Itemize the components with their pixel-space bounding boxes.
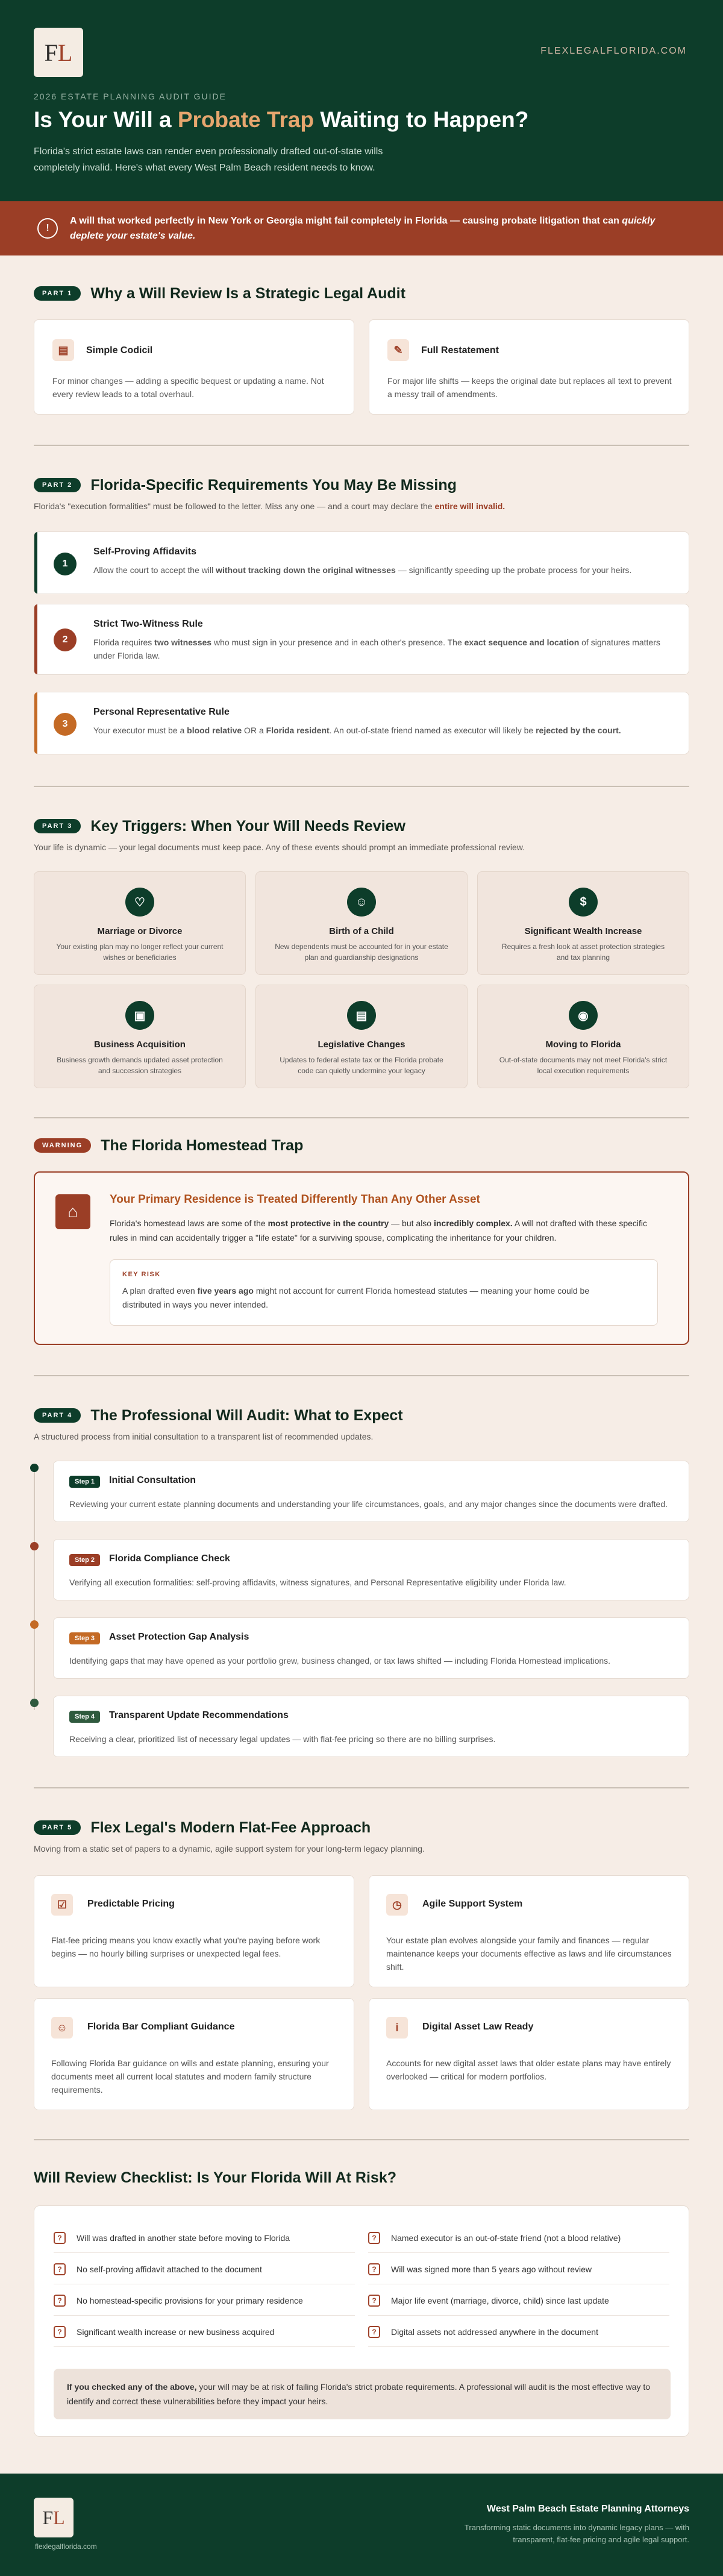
requirement-card [34,692,689,754]
part2-section [34,475,689,511]
part-pill: PART 5 [34,1820,81,1835]
checklist-section [34,2169,689,2187]
trigger-title: Significant Wealth Increase [524,926,642,936]
trigger-desc: Your existing plan may no longer reflect your current wishes or beneficiaries [56,942,224,962]
section-desc: Florida's "execution formalities" must be followed to the letter. Miss any one — and a court may declare the entire will invalid. [34,501,505,511]
step-badge: Step 1 [69,1476,100,1488]
step-desc: Verifying all execution formalities: self-proving affidavits, witness signatures, and Personal Representative eligibility under Florida law. [69,1578,566,1587]
intro-text: Florida's strict estate laws can render even professionally drafted out-of-state wills completely invalid. Here's what every West Palm Beach resident needs to know. [34,146,383,173]
divider [34,1117,689,1118]
checkbox-icon[interactable]: ? [368,2232,380,2244]
feature-desc: Accounts for new digital asset laws that older estate plans may have entirely overlooked — critical for modern portfolios. [386,2058,671,2081]
trigger-card [477,871,689,975]
checklist-item[interactable] [54,2286,355,2316]
trigger-desc: Requires a fresh look at asset protection strategies and tax planning [501,942,665,962]
heart-icon: ♡ [125,888,154,917]
feature-title: Predictable Pricing [87,1899,175,1909]
family-icon: ☺ [347,888,376,917]
checklist-title: Will Review Checklist: Is Your Florida Will At Risk? [34,2169,396,2186]
section-title: Key Triggers: When Your Will Needs Review [90,817,405,835]
checklist-label: Will was signed more than 5 years ago without review [391,2264,592,2274]
warning-section [34,1136,689,1156]
step-title: Initial Consultation [109,1475,196,1485]
section-title: Why a Will Review Is a Strategic Legal Audit [90,284,405,302]
footer-logo: F L [34,2498,74,2537]
requirement-card [34,531,689,594]
card-desc: For minor changes — adding a specific bequest or updating a name. Not every review leads to a total overhaul. [52,376,324,399]
trigger-desc: Business growth demands updated asset protection and succession strategies [57,1056,223,1075]
checklist-label: Major life event (marriage, divorce, child) since last update [391,2295,609,2305]
step-badge: Step 3 [69,1632,100,1644]
part5-section [34,1817,689,1854]
requirement-desc: Your executor must be a blood relative OR a Florida resident. An out-of-state friend named as executor will likely be rejected by the court. [93,725,621,735]
trigger-card [255,871,468,975]
home-icon: ⌂ [55,1194,90,1229]
requirement-title: Self-Proving Affidavits [93,547,196,557]
trigger-title: Marriage or Divorce [97,926,183,936]
part-pill: PART 2 [34,478,81,492]
checklist-label: Will was drafted in another state before moving to Florida [77,2233,290,2243]
feature-desc: Flat-fee pricing means you know exactly what you're paying before work begins — no hourly billing surprises or unexpected legal fees. [51,1935,321,1958]
trigger-desc: Updates to federal estate tax or the Florida probate code can quietly undermine your legacy [280,1056,443,1075]
feature-card [34,1875,354,1987]
trigger-card [34,985,246,1088]
part3-section [34,816,689,852]
checkbox-icon[interactable]: ? [368,2326,380,2338]
feature-title: Florida Bar Compliant Guidance [87,2022,235,2032]
feature-desc: Your estate plan evolves alongside your family and finances — regular maintenance keeps your documents effective as laws and life circumstances shift. [386,1935,672,1972]
step-title: Florida Compliance Check [109,1553,230,1564]
card-desc: For major life shifts — keeps the original date but replaces all text to prevent a messy trail of amendments. [387,376,672,399]
page-title: Is Your Will a Probate Trap Waiting to Happen? [34,107,529,132]
trigger-desc: Out-of-state documents may not meet Florida's strict local execution requirements [499,1056,668,1075]
divider [34,445,689,446]
checklist-label: Significant wealth increase or new business acquired [77,2327,275,2337]
checklist-item[interactable] [54,2254,355,2284]
requirement-card [34,604,689,675]
people-icon: ☺ [51,2017,73,2039]
key-risk-label: KEY RISK [122,1271,161,1278]
checklist-item[interactable] [368,2254,669,2284]
key-risk-box [110,1259,658,1326]
trigger-desc: New dependents must be accounted for in your estate plan and guardianship designations [275,942,448,962]
alert-banner [0,201,723,255]
homestead-text: Florida's homestead laws are some of the most protective in the country — but also incredibly complex. A will not drafted with these specific rules in mind can accidentally trigger a "life estate" for a surviving spouse, complicating the inheritance for your children. [110,1218,648,1243]
section-desc: Moving from a static set of papers to a dynamic, agile support system for your long-term legacy planning. [34,1844,425,1854]
requirement-title: Personal Representative Rule [93,707,230,717]
step-card [53,1461,689,1522]
trigger-title: Business Acquisition [94,1039,186,1050]
footer-desc: Transforming static documents into dynamic legacy plans — with transparent, flat-fee pricing and agile legal support. [464,2523,689,2544]
step-card [53,1539,689,1600]
law-book-icon: ▤ [347,1001,376,1030]
section-title: Flex Legal's Modern Flat-Fee Approach [90,1819,371,1836]
checklist-label: Digital assets not addressed anywhere in the document [391,2327,598,2337]
checkbox-icon: ☑ [51,1894,73,1916]
checklist-label: No self-proving affidavit attached to the document [77,2264,262,2274]
homestead-box [34,1171,689,1345]
checkbox-icon[interactable]: ? [54,2232,66,2244]
key-risk-text: A plan drafted even five years ago might not account for current Florida homestead statutes — meaning your home could be distributed in ways you never intended. [122,1286,590,1309]
section-title: The Professional Will Audit: What to Expect [90,1406,403,1424]
timeline-dot [30,1620,39,1629]
feature-title: Digital Asset Law Ready [422,2022,534,2032]
feature-card [34,1998,354,2110]
part-pill: PART 3 [34,819,81,833]
warning-pill: WARNING [34,1138,91,1153]
checklist-item[interactable] [368,2286,669,2316]
divider [34,2139,689,2140]
section-desc: A structured process from initial consultation to a transparent list of recommended updates. [34,1432,374,1441]
warning-icon: ! [37,218,58,239]
step-number: 2 [54,628,77,651]
step-title: Asset Protection Gap Analysis [109,1632,249,1642]
clock-icon: ◷ [386,1894,408,1916]
footer-title: West Palm Beach Estate Planning Attorneys [486,2504,689,2514]
hero-header [0,0,723,201]
step-number: 1 [54,553,77,575]
trigger-title: Legislative Changes [318,1039,405,1050]
step-desc: Identifying gaps that may have opened as your portfolio grew, business changed, or tax laws shifted — including Florida Homestead implications. [69,1656,611,1666]
section-desc: Your life is dynamic — your legal documents must keep pace. Any of these events should prompt an immediate professional review. [34,842,525,852]
part-pill: PART 1 [34,286,81,301]
trigger-title: Moving to Florida [545,1039,621,1050]
checkbox-icon[interactable]: ? [54,2295,66,2307]
step-desc: Reviewing your current estate planning documents and understanding your life circumstances, goals, and any major changes since the documents were drafted. [69,1499,668,1509]
divider [34,786,689,787]
briefcase-icon: ▣ [125,1001,154,1030]
step-title: Transparent Update Recommendations [109,1710,289,1720]
checklist-item[interactable] [54,2317,355,2347]
guide-label: 2026 ESTATE PLANNING AUDIT GUIDE [34,92,227,101]
checklist-box [34,2205,689,2437]
checkbox-icon[interactable]: ? [368,2295,380,2307]
requirement-desc: Allow the court to accept the will without tracking down the original witnesses — significantly speeding up the probate process for your heirs. [93,565,632,575]
homestead-title: Your Primary Residence is Treated Differently Than Any Other Asset [110,1193,480,1206]
section-title: Florida-Specific Requirements You May Be Missing [90,476,457,494]
feature-card [369,1998,689,2110]
footer [0,2474,723,2576]
step-card [53,1696,689,1757]
feature-card [369,1875,689,1987]
alert-text: A will that worked perfectly in New York or Georgia might fail completely in Florida — causing probate litigation that can quickly deplete your estate's value. [70,216,656,241]
timeline-dot [30,1699,39,1707]
location-pin-icon: ◉ [569,1001,598,1030]
requirement-desc: Florida requires two witnesses who must sign in your presence and in each other's presence. The exact sequence and location of signatures matters under Florida law. [93,638,660,660]
dollar-icon: $ [569,888,598,917]
footer-site-link[interactable]: flexlegalflorida.com [35,2542,97,2551]
trigger-card [477,985,689,1088]
step-number: 3 [54,713,77,736]
part1-section [34,283,689,304]
card-title: Full Restatement [421,345,499,356]
trigger-card [255,985,468,1088]
divider [34,1787,689,1788]
card-title: Simple Codicil [86,345,153,356]
feature-title: Agile Support System [422,1899,523,1909]
checkbox-icon[interactable]: ? [54,2263,66,2275]
checklist-item[interactable] [368,2223,669,2253]
restatement-card [369,319,689,415]
site-url[interactable]: FLEXLEGALFLORIDA.COM [540,46,687,56]
checklist-label: Named executor is an out-of-state friend (not a blood relative) [391,2233,621,2243]
requirement-title: Strict Two-Witness Rule [93,619,203,629]
part4-section [34,1405,689,1441]
part-pill: PART 4 [34,1408,81,1423]
checkbox-icon[interactable]: ? [368,2263,380,2275]
feature-desc: Following Florida Bar guidance on wills and estate planning, ensuring your documents meet all current local statutes and modern family structure requirements. [51,2058,329,2095]
section-title: The Florida Homestead Trap [101,1136,304,1154]
info-icon: i [386,2017,408,2039]
checklist-label: No homestead-specific provisions for your primary residence [77,2295,303,2305]
step-badge: Step 4 [69,1711,100,1723]
trigger-card [34,871,246,975]
document-icon: ▤ [52,339,74,361]
step-desc: Receiving a clear, prioritized list of necessary legal updates — with flat-fee pricing so there are no billing surprises. [69,1734,496,1744]
timeline-dot [30,1464,39,1472]
trigger-title: Birth of a Child [329,926,394,936]
timeline-line [34,1464,35,1710]
checklist-item[interactable] [368,2317,669,2347]
step-card [53,1617,689,1679]
edit-icon: ✎ [387,339,409,361]
logo: F L [34,28,83,77]
divider [34,1375,689,1376]
checklist-item[interactable] [54,2223,355,2253]
step-badge: Step 2 [69,1554,100,1566]
checklist-note: If you checked any of the above, your will may be at risk of failing Florida's strict probate requirements. A professional will audit is the most effective way to identify and correct these vulnerabilities before they impact your heirs. [54,2369,671,2419]
checkbox-icon[interactable]: ? [54,2326,66,2338]
codicil-card [34,319,354,415]
timeline-dot [30,1542,39,1550]
